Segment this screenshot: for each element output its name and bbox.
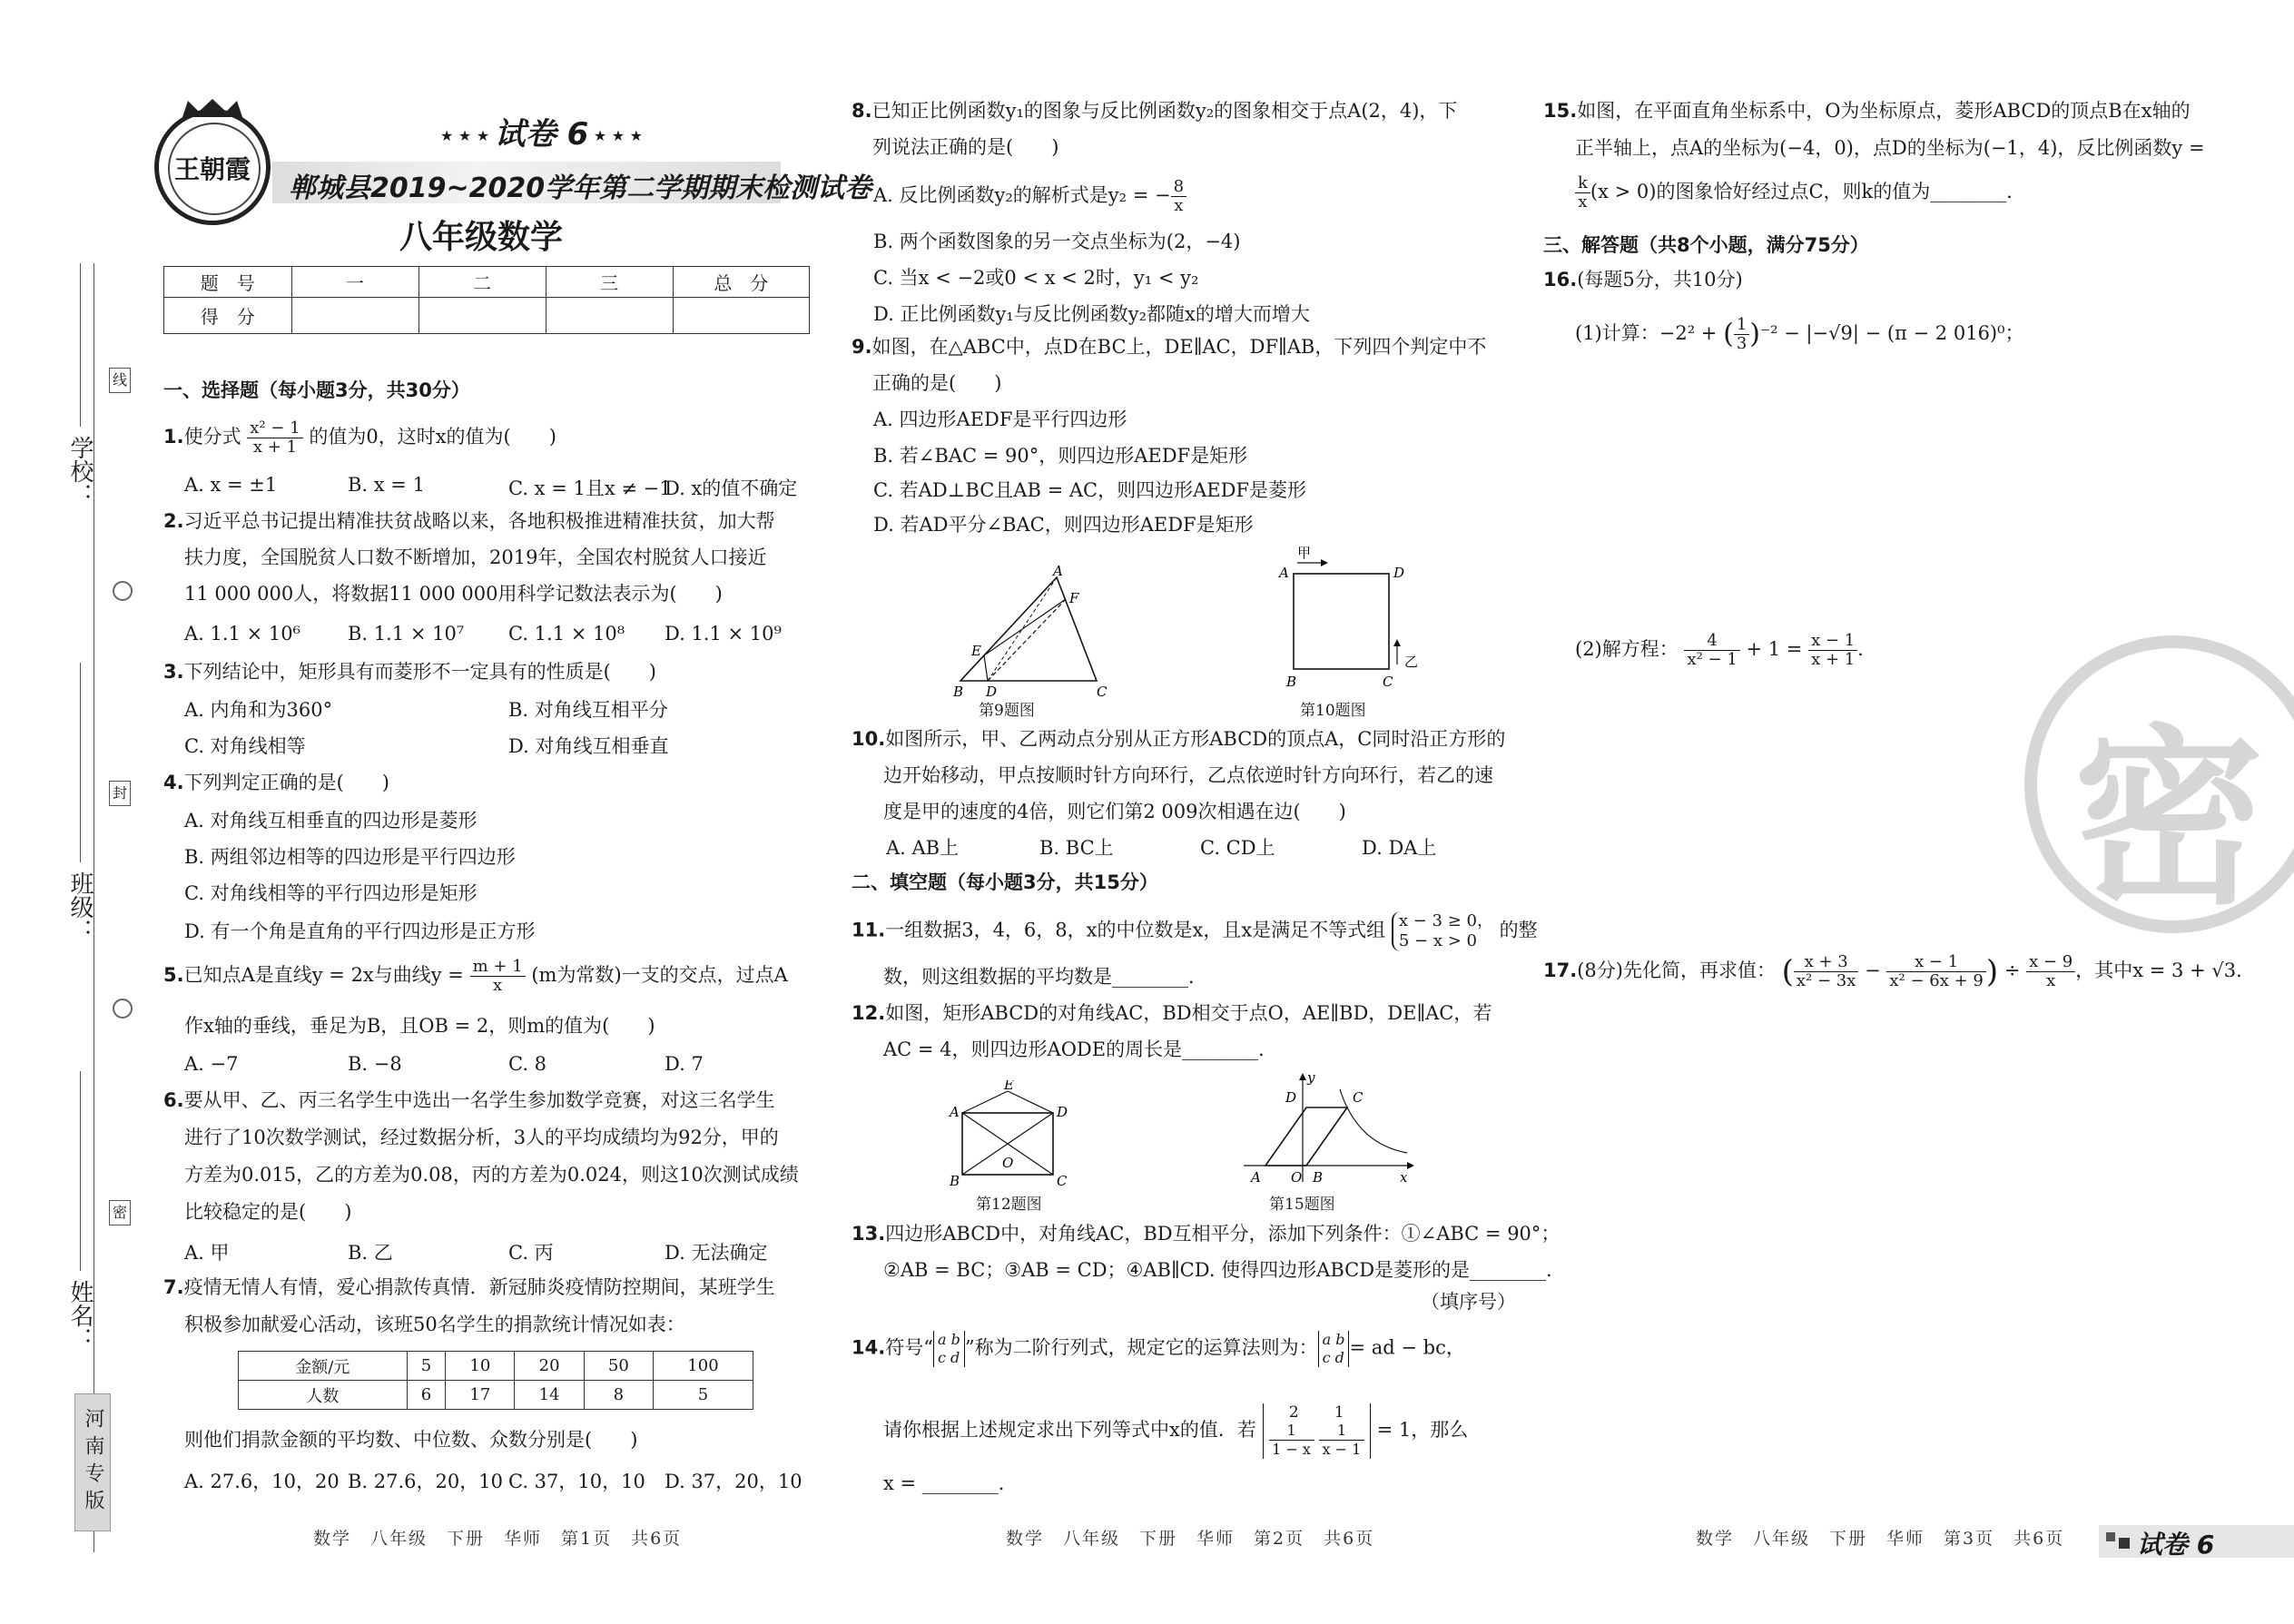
question-11: 11.一组数据3，4，6，8，x的中位数是x，且x是满足不等式组 x − 3 ≥ 0， 5 − x > 0 的整 <box>852 911 1538 950</box>
watermark-seal <box>2024 635 2294 933</box>
table-header: 10 <box>446 1352 515 1381</box>
fig10-label-yi: 乙 <box>1404 654 1419 670</box>
q2-option-d[interactable]: D. 1.1 × 10⁹ <box>665 623 782 645</box>
q7-option-d[interactable]: D. 37，20，10 <box>665 1471 802 1492</box>
score-cell[interactable] <box>291 298 418 334</box>
star-icon: ★ ★ ★ <box>440 127 495 144</box>
table-cell: 14 <box>515 1381 584 1410</box>
square-icon <box>2106 1532 2115 1541</box>
question-2: 2.习近平总书记提出精准扶贫战略以来，各地积极推进精准扶贫，加大帮 扶力度，全国脱贫人口数不断增加，2019年，全国农村脱贫人口接近 11 000 000人，将数据11 000 000用科学记数法表示为( ) <box>163 510 775 605</box>
school-line <box>80 263 81 427</box>
question-15: 15.如图，在平面直角坐标系中，O为坐标原点，菱形ABCD的顶点B在x轴的 正半轴上，点A的坐标为(−4，0)，点D的坐标为(−1，4)，反比例函数y = <box>1543 100 2205 159</box>
question-14-line2: 请你根据上述规定求出下列等式中x的值．若 2 1 $\frac{1}{1 - x}$ $\frac{1}{x - 1}$ = 1，那么 <box>883 1403 1469 1458</box>
score-col-header: 三 <box>546 267 673 298</box>
q9-option-c[interactable]: C. 若AD⊥BC且AB = AC，则四边形AEDF是菱形 <box>873 479 1306 501</box>
q10-option-c[interactable]: C. CD上 <box>1200 837 1275 859</box>
score-cell[interactable] <box>418 298 546 334</box>
section-3-title: 三、解答题（共8个小题，满分75分） <box>1543 234 1869 256</box>
score-cell[interactable] <box>546 298 673 334</box>
q1-option-c[interactable]: C. x = 1且x ≠ −1 <box>508 477 672 499</box>
q8-option-b[interactable]: B. 两个函数图象的另一交点坐标为(2，−4) <box>873 231 1241 252</box>
fig12-label-d: D <box>1057 1104 1068 1120</box>
fig12-label-a: A <box>950 1104 960 1120</box>
fig12-label-o: O <box>1002 1155 1014 1171</box>
question-17: 17.(8分)先化简，再求值： ( $\frac{x + 3}{\text{x² − 3x}}$ − $\frac{x - 1}{\text{x² − 6x + 9}}$ ) ÷ $\frac{x - 9}{x}$ ，其中x = 3 + √3． <box>1543 952 2256 990</box>
table-cell: 8 <box>584 1381 653 1410</box>
q5-option-d[interactable]: D. 7 <box>665 1053 704 1075</box>
q7-option-c[interactable]: C. 37，10，10 <box>508 1471 645 1492</box>
table-cell: 17 <box>446 1381 515 1410</box>
q4-option-b[interactable]: B. 两组邻边相等的四边形是平行四边形 <box>184 846 516 868</box>
score-table <box>163 266 810 334</box>
q5-option-c[interactable]: C. 8 <box>508 1053 547 1075</box>
q10-option-b[interactable]: B. BC上 <box>1039 837 1114 859</box>
donation-table <box>238 1351 753 1410</box>
q1-option-b[interactable]: B. x = 1 <box>348 474 425 496</box>
fig9-label-f: F <box>1069 590 1079 606</box>
question-16: 16.(每题5分，共10分) <box>1543 269 1743 290</box>
q10-option-a[interactable]: A. AB上 <box>886 837 960 859</box>
binding-hole-icon <box>113 999 133 1019</box>
q3-option-a[interactable]: A. 内角和为360° <box>184 699 333 721</box>
question-14: 14.符号“ a b c d ”称为二阶行列式，规定它的运算法则为： a b c d = ad − bc， <box>852 1331 1465 1366</box>
fig15-label-o: O <box>1291 1169 1303 1186</box>
figure-9-caption: 第9题图 <box>979 702 1035 720</box>
table-cell: 5 <box>653 1381 753 1410</box>
q3-option-d[interactable]: D. 对角线互相垂直 <box>508 735 669 757</box>
fig12-label-c: C <box>1057 1173 1068 1189</box>
figure-9 <box>944 565 1126 701</box>
q4-option-a[interactable]: A. 对角线互相垂直的四边形是菱形 <box>184 810 478 832</box>
section-2-title: 二、填空题（每小题3分，共15分） <box>852 871 1158 893</box>
question-7-after: 则他们捐款金额的平均数、中位数、众数分别是( ) <box>184 1429 638 1451</box>
edition-badge: 河南专版 <box>74 1393 111 1531</box>
question-16-part1: (1)计算：−2² + ( $\frac{1}{3}$ )⁻² − |−√9| − (π − 2 016)⁰； <box>1575 315 2024 353</box>
figure-10-caption: 第10题图 <box>1300 702 1366 720</box>
crown-icon <box>179 97 246 119</box>
name-label: 姓名： <box>66 1280 94 1351</box>
q2-option-b[interactable]: B. 1.1 × 10⁷ <box>348 623 465 645</box>
question-13-note: （填序号） <box>1421 1291 1516 1313</box>
subject-title: 八年级数学 <box>399 219 563 256</box>
exam-banner: 郸城县2019~2020学年第二学期期末检测试卷 <box>289 172 872 204</box>
fig9-label-b: B <box>953 684 964 700</box>
q2-option-a[interactable]: A. 1.1 × 10⁶ <box>184 623 300 645</box>
score-col-header: 题 号 <box>164 267 292 298</box>
fig10-label-b: B <box>1286 674 1297 690</box>
figure-15-caption: 第15题图 <box>1269 1196 1335 1214</box>
q3-option-c[interactable]: C. 对角线相等 <box>184 735 306 757</box>
fig15-label-x: x <box>1400 1169 1408 1186</box>
question-16-part2: (2)解方程： $\frac{4}{\text{x² − 1}}$ + 1 = $\frac{x - 1}{x + 1}$ ． <box>1575 631 1877 669</box>
score-col-header: 一 <box>291 267 418 298</box>
fig9-label-d: D <box>986 684 998 700</box>
fig12-label-b: B <box>950 1173 960 1189</box>
q7-option-a[interactable]: A. 27.6，10，20 <box>184 1471 340 1492</box>
table-header: 50 <box>584 1352 653 1381</box>
q8-option-d[interactable]: D. 正比例函数y₁与反比例函数y₂都随x的增大而增大 <box>873 303 1310 325</box>
fig9-label-e: E <box>971 643 981 659</box>
binding-mark-secret: 密 <box>109 1200 131 1225</box>
q2-option-c[interactable]: C. 1.1 × 10⁸ <box>508 623 625 645</box>
square-icon <box>2119 1538 2130 1549</box>
binding-mark-seal: 封 <box>109 781 131 806</box>
footer-page-2: 数学 八年级 下册 华师 第2页 共6页 <box>1006 1529 1375 1549</box>
question-3: 3.下列结论中，矩形具有而菱形不一定具有的性质是( ) <box>163 661 656 683</box>
q9-option-b[interactable]: B. 若∠BAC = 90°，则四边形AEDF是矩形 <box>873 445 1248 467</box>
table-cell: 6 <box>407 1381 446 1410</box>
fig15-label-d: D <box>1285 1089 1297 1106</box>
binding-mark-line: 线 <box>109 368 131 393</box>
q3-option-b[interactable]: B. 对角线互相平分 <box>508 699 668 721</box>
class-label: 班级： <box>66 871 94 942</box>
score-cell[interactable] <box>673 298 809 334</box>
fig10-label-a: A <box>1279 565 1289 581</box>
q1-option-d[interactable]: D. x的值不确定 <box>665 477 798 499</box>
question-15-line3: $\frac{k}{x}$ (x > 0)的图象恰好经过点C，则k的值为________． <box>1575 174 2025 212</box>
q5-option-a[interactable]: A. −7 <box>184 1053 239 1075</box>
score-col-header: 二 <box>418 267 546 298</box>
figure-15 <box>1235 1071 1416 1189</box>
logo-text: 王朝霞 <box>173 154 251 184</box>
fig9-label-a: A <box>1053 565 1063 579</box>
score-row-label: 得 分 <box>164 298 292 334</box>
q6-option-a[interactable]: A. 甲 <box>184 1242 230 1264</box>
q8-option-a[interactable]: A. 反比例函数y₂的解析式是y₂ = − $\frac{8}{x}$ <box>873 178 1186 215</box>
q7-option-b[interactable]: B. 27.6，20，10 <box>348 1471 503 1492</box>
class-line <box>80 663 81 862</box>
fig10-label-c: C <box>1383 674 1393 690</box>
fig15-label-y: y <box>1307 1071 1315 1086</box>
question-7: 7.疫情无情人有情，爱心捐款传真情．新冠肺炎疫情防控期间，某班学生 积极参加献爱心活动，该班50名学生的捐款统计情况如表： <box>163 1276 775 1335</box>
fig15-label-a: A <box>1251 1169 1261 1186</box>
figure-12 <box>944 1080 1080 1189</box>
q5-option-b[interactable]: B. −8 <box>348 1053 402 1075</box>
logo-seal <box>154 109 271 225</box>
footer-page-1: 数学 八年级 下册 华师 第1页 共6页 <box>313 1529 683 1549</box>
q1-option-a[interactable]: A. x = ±1 <box>184 474 278 496</box>
q9-option-d[interactable]: D. 若AD平分∠BAC，则四边形AEDF是矩形 <box>873 514 1254 536</box>
binding-hole-icon <box>113 581 133 601</box>
table-cell: 人数 <box>239 1381 408 1410</box>
question-9: 9.如图，在△ABC中，点D在BC上，DE∥AC，DF∥AB，下列四个判定中不 正确的是( ) <box>852 336 1487 394</box>
fig10-label-d: D <box>1393 565 1405 581</box>
question-8: 8.已知正比例函数y₁的图象与反比例函数y₂的图象相交于点A(2，4)，下 列说法正确的是( ) <box>852 100 1458 158</box>
school-label: 学校： <box>66 436 94 507</box>
footer-page-3: 数学 八年级 下册 华师 第3页 共6页 <box>1696 1529 2065 1549</box>
watermark-text: 密 <box>2073 708 2265 930</box>
table-header: 100 <box>653 1352 753 1381</box>
question-6: 6.要从甲、乙、丙三名学生中选出一名学生参加数学竞赛，对这三名学生 进行了10次数学测试，经过数据分析，3人的平均成绩均为92分，甲的 方差为0.015，乙的方差为0.08，丙的方差为0.024，则这10次测试成绩 比较稳定的是( ) <box>163 1089 799 1223</box>
question-11-line2: 数，则这组数据的平均数是________． <box>883 966 1207 988</box>
table-header: 20 <box>515 1352 584 1381</box>
q4-option-d[interactable]: D. 有一个角是直角的平行四边形是正方形 <box>184 920 536 942</box>
question-5: 5.已知点A是直线y = 2x与曲线y = $\frac{m + 1}{x}$ (m为常数)一支的交点，过点A <box>163 957 788 995</box>
fig9-label-c: C <box>1097 684 1108 700</box>
fig15-label-c: C <box>1353 1089 1364 1106</box>
question-5-line2: 作x轴的垂线，垂足为B，且OB = 2，则m的值为( ) <box>184 1015 655 1037</box>
figure-10 <box>1275 545 1439 699</box>
fig12-label-e: E <box>1004 1080 1014 1093</box>
fig15-label-b: B <box>1313 1169 1324 1186</box>
paper-tag: ★ ★ ★ 试卷 6 ★ ★ ★ <box>440 116 643 153</box>
question-4: 4.下列判定正确的是( ) <box>163 772 389 793</box>
section-1-title: 一、选择题（每小题3分，共30分） <box>163 379 470 401</box>
corner-paper-tag: 试卷 6 <box>2137 1530 2215 1560</box>
question-13: 13.四边形ABCD中，对角线AC，BD互相平分，添加下列条件：①∠ABC = 90°； ②AB = BC；③AB = CD；④AB∥CD. 使得四边形ABCD是菱形的是________. <box>852 1223 1561 1281</box>
q6-option-d[interactable]: D. 无法确定 <box>665 1242 768 1264</box>
q6-option-b[interactable]: B. 乙 <box>348 1242 393 1264</box>
table-header: 金额/元 <box>239 1352 408 1381</box>
q10-option-d[interactable]: D. DA上 <box>1362 837 1437 859</box>
name-line <box>80 1071 81 1271</box>
score-col-header: 总 分 <box>673 267 809 298</box>
question-1: 1.使分式 $\frac{\text{x² − 1}}{x + 1}$ 的值为0，这时x的值为( ) <box>163 418 556 457</box>
star-icon: ★ ★ ★ <box>588 127 643 144</box>
q9-option-a[interactable]: A. 四边形AEDF是平行四边形 <box>873 408 1127 430</box>
fig10-label-jia: 甲 <box>1297 545 1312 561</box>
q4-option-c[interactable]: C. 对角线相等的平行四边形是矩形 <box>184 882 478 904</box>
table-header: 5 <box>407 1352 446 1381</box>
question-10: 10.如图所示，甲、乙两动点分别从正方形ABCD的顶点A，C同时沿正方形的 边开始移动，甲点按顺时针方向环行，乙点依逆时针方向环行，若乙的速 度是甲的速度的4倍，则它们第2 009次相遇在边( ) <box>852 728 1506 822</box>
question-14-line3: x = ________． <box>883 1472 1018 1494</box>
question-12: 12.如图，矩形ABCD的对角线AC，BD相交于点O，AE∥BD，DE∥AC，若 AC = 4，则四边形AODE的周长是________． <box>852 1002 1492 1060</box>
q6-option-c[interactable]: C. 丙 <box>508 1242 554 1264</box>
figure-12-caption: 第12题图 <box>976 1196 1042 1214</box>
q8-option-c[interactable]: C. 当x < −2或0 < x < 2时，y₁ < y₂ <box>873 267 1199 289</box>
